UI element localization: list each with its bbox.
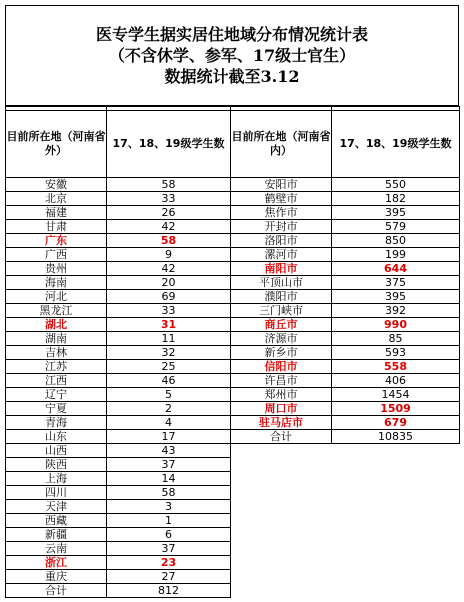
inside-location-cell: 周口市 [231,402,332,416]
outside-count-cell: 26 [107,206,231,220]
outside-location-cell: 广西 [6,248,107,262]
empty-cell [231,486,332,500]
table-row [6,570,460,584]
empty-cell [332,528,460,542]
inside-location-cell: 南阳市 [231,262,332,276]
empty-cell [332,458,460,472]
outside-count-cell: 2 [107,402,231,416]
empty-cell [332,556,460,570]
inside-location-cell: 郑州市 [231,388,332,402]
outside-location-cell: 安徽 [6,178,107,192]
outside-location-cell: 湖南 [6,332,107,346]
table-row [6,220,460,234]
inside-location-cell: 信阳市 [231,360,332,374]
inside-location-cell: 平顶山市 [231,276,332,290]
table-row [6,556,460,570]
table-row [6,584,460,598]
outside-location-cell: 天津 [6,500,107,514]
data-date-note: 数据统计截至3.12 [164,67,300,86]
empty-cell [332,472,460,486]
outside-count-cell: 9 [107,248,231,262]
inside-count-cell: 10835 [332,430,460,444]
inside-count-cell: 85 [332,332,460,346]
table-row [6,388,460,402]
inside-count-cell: 990 [332,318,460,332]
table-row [6,472,460,486]
outside-location-cell: 陕西 [6,458,107,472]
outside-count-cell: 69 [107,290,231,304]
outside-count-cell: 812 [107,584,231,598]
outside-count-cell: 33 [107,304,231,318]
table-row [6,318,460,332]
inside-count-cell: 1454 [332,388,460,402]
inside-count-cell: 593 [332,346,460,360]
empty-cell [332,444,460,458]
outside-count-cell: 43 [107,444,231,458]
outside-location-cell: 云南 [6,542,107,556]
empty-cell [231,472,332,486]
outside-count-cell: 32 [107,346,231,360]
outside-count-cell: 58 [107,178,231,192]
table-row [6,374,460,388]
table-row [6,444,460,458]
inside-count-cell: 558 [332,360,460,374]
outside-location-cell: 河北 [6,290,107,304]
outside-location-cell: 黑龙江 [6,304,107,318]
outside-count-cell: 33 [107,192,231,206]
outside-count-cell: 3 [107,500,231,514]
table-row [6,528,460,542]
empty-cell [231,542,332,556]
table-row [6,262,460,276]
header-inside-count: 17、18、19级学生数 [332,111,460,178]
outside-location-cell: 江西 [6,374,107,388]
inside-count-cell: 850 [332,234,460,248]
inside-count-cell: 679 [332,416,460,430]
outside-count-cell: 1 [107,514,231,528]
empty-cell [332,542,460,556]
inside-location-cell: 安阳市 [231,178,332,192]
inside-location-cell: 三门峡市 [231,304,332,318]
empty-cell [231,514,332,528]
outside-location-cell: 浙江 [6,556,107,570]
inside-count-cell: 395 [332,206,460,220]
inside-location-cell: 漯河市 [231,248,332,262]
empty-cell [332,570,460,584]
outside-location-cell: 贵州 [6,262,107,276]
table-row [6,332,460,346]
outside-location-cell: 湖北 [6,318,107,332]
outside-count-cell: 20 [107,276,231,290]
inside-location-cell: 商丘市 [231,318,332,332]
inside-count-cell: 375 [332,276,460,290]
table-row [6,486,460,500]
empty-cell [231,458,332,472]
inside-location-cell: 合计 [231,430,332,444]
outside-location-cell: 新疆 [6,528,107,542]
header-inside-location: 目前所在地（河南省内） [231,111,332,178]
table-row [6,500,460,514]
outside-count-cell: 31 [107,318,231,332]
empty-cell [332,584,460,598]
outside-count-cell: 11 [107,332,231,346]
table-row [6,514,460,528]
outside-location-cell: 福建 [6,206,107,220]
table-row [6,178,460,192]
outside-location-cell: 广东 [6,234,107,248]
outside-count-cell: 58 [107,234,231,248]
table-title: 医专学生据实居住地域分布情况统计表 [95,25,368,44]
statistics-sheet [5,5,459,598]
inside-count-cell: 392 [332,304,460,318]
table-row [6,248,460,262]
distribution-table [5,106,460,598]
outside-count-cell: 37 [107,542,231,556]
empty-cell [231,584,332,598]
outside-location-cell: 海南 [6,276,107,290]
empty-cell [332,486,460,500]
outside-location-cell: 合计 [6,584,107,598]
outside-location-cell: 北京 [6,192,107,206]
inside-location-cell: 洛阳市 [231,234,332,248]
outside-location-cell: 四川 [6,486,107,500]
outside-location-cell: 上海 [6,472,107,486]
table-row [6,458,460,472]
table-row [6,360,460,374]
inside-location-cell: 鹤壁市 [231,192,332,206]
inside-count-cell: 1509 [332,402,460,416]
outside-count-cell: 42 [107,262,231,276]
table-row [6,206,460,220]
inside-count-cell: 395 [332,290,460,304]
outside-count-cell: 4 [107,416,231,430]
outside-location-cell: 江苏 [6,360,107,374]
inside-location-cell: 驻马店市 [231,416,332,430]
empty-cell [231,570,332,584]
header-outside-count: 17、18、19级学生数 [107,111,231,178]
outside-location-cell: 西藏 [6,514,107,528]
inside-count-cell: 644 [332,262,460,276]
table-row [6,192,460,206]
inside-count-cell: 182 [332,192,460,206]
outside-count-cell: 37 [107,458,231,472]
table-row [6,234,460,248]
inside-location-cell: 开封市 [231,220,332,234]
outside-count-cell: 23 [107,556,231,570]
table-row [6,416,460,430]
outside-count-cell: 25 [107,360,231,374]
inside-location-cell: 新乡市 [231,346,332,360]
inside-count-cell: 199 [332,248,460,262]
table-row [6,402,460,416]
outside-location-cell: 山西 [6,444,107,458]
outside-count-cell: 46 [107,374,231,388]
empty-cell [231,444,332,458]
outside-location-cell: 重庆 [6,570,107,584]
table-subtitle: （不含休学、参军、17级士官生） [108,46,356,65]
outside-location-cell: 辽宁 [6,388,107,402]
outside-count-cell: 5 [107,388,231,402]
outside-count-cell: 6 [107,528,231,542]
table-row [6,304,460,318]
outside-count-cell: 27 [107,570,231,584]
outside-location-cell: 青海 [6,416,107,430]
inside-count-cell: 406 [332,374,460,388]
empty-cell [231,556,332,570]
title-block [5,5,459,106]
table-row [6,290,460,304]
empty-cell [332,514,460,528]
outside-count-cell: 14 [107,472,231,486]
table-row [6,276,460,290]
table-row [6,542,460,556]
inside-count-cell: 550 [332,178,460,192]
outside-location-cell: 甘肃 [6,220,107,234]
outside-count-cell: 17 [107,430,231,444]
empty-cell [231,500,332,514]
header-row [6,111,460,178]
empty-cell [332,500,460,514]
inside-location-cell: 焦作市 [231,206,332,220]
outside-count-cell: 42 [107,220,231,234]
table-row [6,430,460,444]
inside-location-cell: 许昌市 [231,374,332,388]
outside-count-cell: 58 [107,486,231,500]
empty-cell [231,528,332,542]
inside-location-cell: 济源市 [231,332,332,346]
outside-location-cell: 吉林 [6,346,107,360]
inside-location-cell: 濮阳市 [231,290,332,304]
header-outside-location: 目前所在地（河南省外） [6,111,107,178]
outside-location-cell: 山东 [6,430,107,444]
table-row [6,346,460,360]
outside-location-cell: 宁夏 [6,402,107,416]
inside-count-cell: 579 [332,220,460,234]
